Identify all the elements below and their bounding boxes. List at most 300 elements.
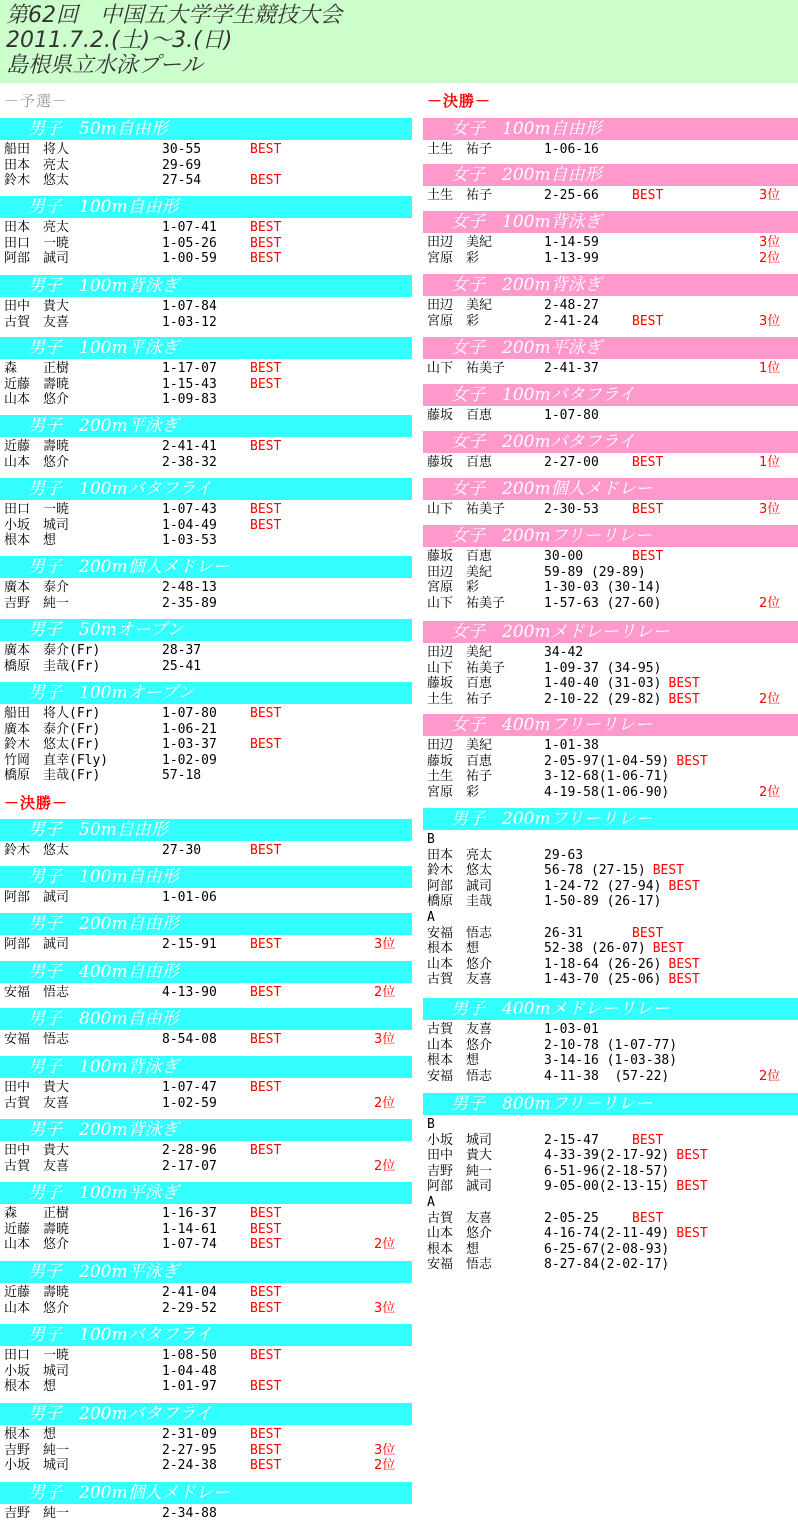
swimmer-name: 山下 祐美子 bbox=[427, 502, 506, 517]
result-row bbox=[423, 1257, 798, 1272]
swim-time: 29-63 bbox=[544, 847, 584, 863]
rank-badge: 3位 bbox=[759, 235, 781, 250]
result-row bbox=[423, 676, 798, 691]
result-row bbox=[423, 1117, 798, 1132]
best-badge: BEST bbox=[250, 1442, 282, 1458]
result-row bbox=[0, 768, 412, 783]
result-row bbox=[0, 843, 412, 858]
swim-time: 27-30 bbox=[162, 843, 202, 858]
result-row bbox=[423, 188, 798, 203]
event-title-bar: 男子 100m平泳ぎ bbox=[0, 1182, 412, 1204]
section-label: －予選－ bbox=[4, 92, 69, 110]
swim-time: 4-19-58(1-06-90) bbox=[544, 784, 670, 800]
result-row bbox=[0, 173, 412, 188]
swim-time: 1-17-07 bbox=[162, 361, 217, 376]
result-row bbox=[0, 1506, 412, 1521]
event-title-bar: 男子 400m自由形 bbox=[0, 961, 412, 983]
swimmer-name: 橋原 圭哉(Fr) bbox=[4, 768, 101, 784]
rank-badge: 2位 bbox=[374, 1237, 396, 1253]
swimmer-name: 古賀 友喜 bbox=[4, 1158, 70, 1174]
swimmer-name: 土生 祐子 bbox=[427, 769, 493, 785]
swim-time: 2-41-04 bbox=[162, 1285, 217, 1300]
best-badge: BEST bbox=[250, 985, 282, 1000]
swimmer-name: 古賀 友喜 bbox=[4, 1095, 70, 1111]
event-title-bar: 女子 200m平泳ぎ bbox=[423, 337, 798, 359]
swim-time: 2-27-00 bbox=[544, 455, 599, 470]
swim-time: 1-03-37 bbox=[162, 737, 217, 753]
swim-time: 1-04-48 bbox=[162, 1363, 217, 1379]
page-header bbox=[0, 0, 798, 83]
swimmer-name: 根本 想 bbox=[4, 533, 57, 549]
best-badge: BEST bbox=[250, 376, 282, 392]
swimmer-name: 藤坂 百恵 bbox=[427, 676, 493, 692]
best-badge: BEST bbox=[250, 1221, 282, 1237]
swim-time: 28-37 bbox=[162, 643, 202, 658]
swim-time: 4-11-38 (57-22) bbox=[544, 1068, 670, 1084]
swim-time: 3-14-16 (1-03-38) bbox=[544, 1053, 678, 1069]
event-title-bar: 男子 100mバタフライ bbox=[0, 1324, 412, 1346]
swimmer-name: 田辺 美紀 bbox=[427, 235, 493, 250]
swim-time: 59-89 (29-89) bbox=[544, 564, 646, 580]
swim-time: 2-27-95 bbox=[162, 1442, 217, 1458]
swimmer-name: A bbox=[427, 1195, 435, 1210]
result-row bbox=[0, 1379, 412, 1394]
result-row bbox=[423, 1242, 798, 1257]
swimmer-name: 山本 悠介 bbox=[427, 956, 493, 972]
swim-time: 2-30-53 bbox=[544, 502, 599, 517]
result-row bbox=[423, 1038, 798, 1053]
swimmer-name: 田中 貴大 bbox=[4, 1143, 70, 1158]
rank-badge: 3位 bbox=[759, 502, 781, 517]
swimmer-name: 宮原 彩 bbox=[427, 250, 480, 266]
result-row bbox=[0, 985, 412, 1000]
swim-time: 1-05-26 bbox=[162, 235, 217, 251]
result-row bbox=[0, 643, 412, 658]
result-row bbox=[0, 1222, 412, 1237]
result-row bbox=[423, 894, 798, 909]
swimmer-name: 根本 想 bbox=[427, 1053, 480, 1069]
result-row bbox=[0, 377, 412, 392]
result-row bbox=[423, 957, 798, 972]
result-row bbox=[0, 1080, 412, 1095]
result-row bbox=[423, 314, 798, 329]
rank-badge: 1位 bbox=[759, 361, 781, 376]
result-row bbox=[0, 1427, 412, 1442]
result-row bbox=[0, 518, 412, 533]
swim-time: 25-41 bbox=[162, 658, 202, 674]
result-row bbox=[0, 937, 412, 952]
best-badge: BEST bbox=[250, 517, 282, 533]
swimmer-name: 土生 祐子 bbox=[427, 142, 493, 157]
best-badge: BEST bbox=[676, 1148, 708, 1164]
result-row bbox=[0, 659, 412, 674]
section-label: －決勝－ bbox=[427, 92, 492, 110]
swimmer-name: A bbox=[427, 910, 435, 925]
swimmer-name: 船田 将人(Fr) bbox=[4, 706, 101, 721]
result-row bbox=[423, 1053, 798, 1068]
best-badge: BEST bbox=[250, 706, 282, 721]
result-row bbox=[0, 236, 412, 251]
swimmer-name: 田口 一暁 bbox=[4, 1348, 70, 1363]
result-row bbox=[423, 754, 798, 769]
event-title-bar: 男子 100m背泳ぎ bbox=[0, 275, 412, 297]
swimmer-name: 近藤 壽暁 bbox=[4, 439, 70, 454]
result-row bbox=[423, 1133, 798, 1148]
swimmer-name: 阿部 誠司 bbox=[427, 878, 493, 894]
swim-time: 1-00-59 bbox=[162, 251, 217, 267]
swimmer-name: 山本 悠介 bbox=[4, 1237, 70, 1253]
result-row bbox=[423, 785, 798, 800]
result-row bbox=[0, 1032, 412, 1047]
swimmer-name: 藤坂 百恵 bbox=[427, 549, 493, 564]
swim-time: 4-16-74(2-11-49) bbox=[544, 1226, 670, 1242]
swim-time: 1-07-41 bbox=[162, 220, 217, 235]
best-badge: BEST bbox=[250, 251, 282, 267]
rank-badge: 3位 bbox=[374, 1032, 396, 1047]
swimmer-name: 藤坂 百恵 bbox=[427, 753, 493, 769]
swimmer-name: 阿部 誠司 bbox=[4, 251, 70, 267]
event-title-bar: 女子 200m自由形 bbox=[423, 164, 798, 186]
swimmer-name: 宮原 彩 bbox=[427, 784, 480, 800]
best-badge: BEST bbox=[250, 1237, 282, 1253]
best-badge: BEST bbox=[676, 1179, 708, 1195]
result-row bbox=[0, 392, 412, 407]
event-title-bar: 男子 50m自由形 bbox=[0, 819, 412, 841]
event-title-bar: 男子 100m平泳ぎ bbox=[0, 337, 412, 359]
event-title-bar: 女子 100m自由形 bbox=[423, 118, 798, 140]
swimmer-name: 田本 亮太 bbox=[427, 847, 493, 863]
result-row bbox=[0, 361, 412, 376]
result-row bbox=[423, 738, 798, 753]
result-row bbox=[423, 235, 798, 250]
result-row bbox=[0, 596, 412, 611]
swimmer-name: 森 正樹 bbox=[4, 1206, 70, 1221]
swim-time: 1-01-97 bbox=[162, 1379, 217, 1395]
event-title-bar: 男子 100mバタフライ bbox=[0, 478, 412, 500]
swimmer-name: 船田 将人 bbox=[4, 142, 70, 157]
swimmer-name: 田辺 美紀 bbox=[427, 564, 493, 580]
rank-badge: 2位 bbox=[759, 784, 781, 800]
best-badge: BEST bbox=[250, 1427, 282, 1442]
result-row bbox=[423, 1195, 798, 1210]
rank-badge: 2位 bbox=[374, 1458, 396, 1474]
best-badge: BEST bbox=[632, 455, 664, 470]
swim-time: 2-29-52 bbox=[162, 1300, 217, 1316]
swim-time: 1-08-50 bbox=[162, 1348, 217, 1363]
best-badge: BEST bbox=[676, 1226, 708, 1242]
best-badge: BEST bbox=[668, 676, 700, 692]
meet-title: 第62回 中国五大学学生競技大会 bbox=[6, 3, 342, 28]
swim-time: 1-03-01 bbox=[544, 1022, 599, 1037]
best-badge: BEST bbox=[632, 502, 664, 517]
swim-time: 2-34-88 bbox=[162, 1506, 217, 1521]
swim-time: 2-38-32 bbox=[162, 454, 217, 470]
event-title-bar: 女子 200m個人メドレー bbox=[423, 478, 798, 500]
swimmer-name: 鈴木 悠太 bbox=[4, 173, 70, 189]
swim-time: 2-24-38 bbox=[162, 1458, 217, 1474]
best-badge: BEST bbox=[250, 142, 282, 157]
result-row bbox=[423, 1179, 798, 1194]
event-title-bar: 男子 800mフリーリレー bbox=[423, 1093, 798, 1115]
swimmer-name: 橋原 圭哉 bbox=[427, 894, 493, 910]
rank-badge: 3位 bbox=[759, 313, 781, 329]
event-title-bar: 男子 200m平泳ぎ bbox=[0, 415, 412, 437]
result-row bbox=[0, 1458, 412, 1473]
swim-time: 2-31-09 bbox=[162, 1427, 217, 1442]
swimmer-name: 安福 悟志 bbox=[427, 925, 493, 941]
result-row bbox=[423, 596, 798, 611]
swim-time: 1-18-64 (26-26) bbox=[544, 956, 662, 972]
result-row bbox=[423, 848, 798, 863]
swimmer-name: 田中 貴大 bbox=[4, 299, 70, 314]
swim-time: 34-42 bbox=[544, 645, 584, 660]
swim-time: 9-05-00(2-13-15) bbox=[544, 1179, 670, 1195]
swimmer-name: B bbox=[427, 1117, 435, 1132]
result-row bbox=[423, 549, 798, 564]
swimmer-name: 小坂 城司 bbox=[427, 1132, 493, 1148]
result-row bbox=[423, 142, 798, 157]
swimmer-name: 古賀 友喜 bbox=[4, 314, 70, 330]
best-badge: BEST bbox=[250, 1143, 282, 1158]
swimmer-name: 土生 祐子 bbox=[427, 691, 493, 707]
swimmer-name: 山本 悠介 bbox=[4, 454, 70, 470]
result-row bbox=[423, 769, 798, 784]
swimmer-name: 近藤 壽暁 bbox=[4, 1285, 70, 1300]
swim-time: 1-50-89 (26-17) bbox=[544, 894, 662, 910]
swim-time: 2-35-89 bbox=[162, 595, 217, 611]
swimmer-name: 宮原 彩 bbox=[427, 580, 480, 596]
swimmer-name: 安福 悟志 bbox=[4, 985, 70, 1000]
result-row bbox=[0, 1348, 412, 1363]
swim-time: 6-51-96(2-18-57) bbox=[544, 1163, 670, 1179]
swimmer-name: 田口 一暁 bbox=[4, 235, 70, 251]
best-badge: BEST bbox=[250, 1348, 282, 1363]
swimmer-name: 古賀 友喜 bbox=[427, 1210, 493, 1226]
swimmer-name: 田口 一暁 bbox=[4, 502, 70, 517]
swimmer-name: 安福 悟志 bbox=[427, 1257, 493, 1273]
swimmer-name: 山下 祐美子 bbox=[427, 660, 506, 676]
result-row bbox=[423, 565, 798, 580]
swim-time: 1-09-83 bbox=[162, 392, 217, 408]
best-badge: BEST bbox=[250, 1080, 282, 1095]
event-title-bar: 女子 400mフリーリレー bbox=[423, 714, 798, 736]
result-row bbox=[423, 926, 798, 941]
result-row bbox=[0, 455, 412, 470]
result-row bbox=[423, 941, 798, 956]
swim-time: 1-13-99 bbox=[544, 250, 599, 266]
result-row bbox=[423, 1211, 798, 1226]
swimmer-name: 吉野 純一 bbox=[4, 1442, 70, 1458]
result-row bbox=[0, 533, 412, 548]
rank-badge: 2位 bbox=[759, 250, 781, 266]
swim-time: 1-07-80 bbox=[162, 706, 217, 721]
event-title-bar: 男子 200m背泳ぎ bbox=[0, 1119, 412, 1141]
event-title-bar: 男子 100m自由形 bbox=[0, 196, 412, 218]
result-row bbox=[0, 1285, 412, 1300]
event-title-bar: 男子 400mメドレーリレー bbox=[423, 998, 798, 1020]
swimmer-name: 吉野 純一 bbox=[4, 1506, 70, 1521]
event-title-bar: 男子 200m自由形 bbox=[0, 913, 412, 935]
swimmer-name: B bbox=[427, 832, 435, 847]
result-row bbox=[0, 439, 412, 454]
swim-time: 2-48-13 bbox=[162, 580, 217, 595]
result-row bbox=[0, 1364, 412, 1379]
swim-time: 29-69 bbox=[162, 157, 202, 173]
result-row bbox=[423, 298, 798, 313]
swimmer-name: 藤坂 百恵 bbox=[427, 408, 493, 423]
result-row bbox=[0, 502, 412, 517]
swimmer-name: 廣本 泰介(Fr) bbox=[4, 721, 101, 737]
swimmer-name: 古賀 友喜 bbox=[427, 972, 493, 988]
swim-time: 2-05-97(1-04-59) bbox=[544, 753, 670, 769]
event-title-bar: 男子 200m個人メドレー bbox=[0, 1482, 412, 1504]
best-badge: BEST bbox=[250, 1300, 282, 1316]
best-badge: BEST bbox=[250, 1458, 282, 1474]
swimmer-name: 阿部 誠司 bbox=[427, 1179, 493, 1195]
swim-time: 1-07-84 bbox=[162, 299, 217, 314]
best-badge: BEST bbox=[632, 925, 664, 941]
swim-time: 52-38 (26-07) bbox=[544, 941, 646, 957]
result-row bbox=[423, 408, 798, 423]
best-badge: BEST bbox=[250, 502, 282, 517]
result-row bbox=[423, 251, 798, 266]
swim-time: 2-25-66 bbox=[544, 188, 599, 203]
meet-dates: 2011.7.2.(土)～3.(日) bbox=[6, 28, 233, 53]
swimmer-name: 近藤 壽暁 bbox=[4, 1221, 70, 1237]
swimmer-name: 田本 亮太 bbox=[4, 220, 70, 235]
rank-badge: 3位 bbox=[374, 1442, 396, 1458]
best-badge: BEST bbox=[250, 737, 282, 753]
swim-time: 1-09-37 (34-95) bbox=[544, 660, 662, 676]
swim-time: 1-03-53 bbox=[162, 533, 217, 549]
result-row bbox=[0, 251, 412, 266]
swimmer-name: 小坂 城司 bbox=[4, 1458, 70, 1474]
swim-time: 1-43-70 (25-06) bbox=[544, 972, 662, 988]
best-badge: BEST bbox=[668, 878, 700, 894]
swim-time: 3-12-68(1-06-71) bbox=[544, 769, 670, 785]
swim-time: 27-54 bbox=[162, 173, 202, 189]
swimmer-name: 森 正樹 bbox=[4, 361, 70, 376]
best-badge: BEST bbox=[250, 439, 282, 454]
swim-time: 6-25-67(2-08-93) bbox=[544, 1241, 670, 1257]
rank-badge: 2位 bbox=[759, 595, 781, 611]
result-row bbox=[423, 1148, 798, 1163]
result-row bbox=[423, 910, 798, 925]
swim-time: 30-00 bbox=[544, 549, 584, 564]
rank-badge: 2位 bbox=[374, 985, 396, 1000]
swimmer-name: 橋原 圭哉(Fr) bbox=[4, 658, 101, 674]
swimmer-name: 廣本 泰介 bbox=[4, 580, 70, 595]
result-row bbox=[0, 315, 412, 330]
swim-time: 1-57-63 (27-60) bbox=[544, 595, 662, 611]
swim-time: 30-55 bbox=[162, 142, 202, 157]
swim-time: 1-06-21 bbox=[162, 721, 217, 737]
result-row bbox=[423, 1226, 798, 1241]
event-title-bar: 女子 200mメドレーリレー bbox=[423, 621, 798, 643]
result-row bbox=[0, 722, 412, 737]
swim-time: 8-27-84(2-02-17) bbox=[544, 1257, 670, 1273]
result-row bbox=[0, 706, 412, 721]
event-title-bar: 男子 100m自由形 bbox=[0, 866, 412, 888]
swim-time: 2-41-41 bbox=[162, 439, 217, 454]
result-row bbox=[0, 737, 412, 752]
swim-time: 2-41-37 bbox=[544, 361, 599, 376]
best-badge: BEST bbox=[250, 1379, 282, 1395]
swimmer-name: 吉野 純一 bbox=[4, 595, 70, 611]
result-row bbox=[423, 361, 798, 376]
swim-time: 4-33-39(2-17-92) bbox=[544, 1148, 670, 1164]
swimmer-name: 阿部 誠司 bbox=[4, 890, 70, 905]
swimmer-name: 宮原 彩 bbox=[427, 313, 480, 329]
swim-time: 1-40-40 (31-03) bbox=[544, 676, 662, 692]
swim-time: 2-48-27 bbox=[544, 298, 599, 313]
result-row bbox=[0, 1143, 412, 1158]
event-title-bar: 男子 100m背泳ぎ bbox=[0, 1056, 412, 1078]
rank-badge: 2位 bbox=[759, 691, 781, 707]
best-badge: BEST bbox=[668, 956, 700, 972]
swimmer-name: 吉野 純一 bbox=[427, 1163, 493, 1179]
event-title-bar: 女子 200mフリーリレー bbox=[423, 525, 798, 547]
result-row bbox=[423, 879, 798, 894]
result-row bbox=[423, 1069, 798, 1084]
result-row bbox=[0, 220, 412, 235]
result-row bbox=[0, 1096, 412, 1111]
rank-badge: 1位 bbox=[759, 455, 781, 470]
result-row bbox=[0, 158, 412, 173]
swimmer-name: 山本 悠介 bbox=[4, 1300, 70, 1316]
result-row bbox=[423, 692, 798, 707]
swimmer-name: 山下 祐美子 bbox=[427, 361, 506, 376]
swimmer-name: 根本 想 bbox=[427, 1241, 480, 1257]
swim-time: 1-02-09 bbox=[162, 752, 217, 768]
swim-time: 1-04-49 bbox=[162, 517, 217, 533]
event-title-bar: 女子 100mバタフライ bbox=[423, 384, 798, 406]
event-title-bar: 男子 200m個人メドレー bbox=[0, 556, 412, 578]
swim-time: 1-03-12 bbox=[162, 314, 217, 330]
swimmer-name: 田辺 美紀 bbox=[427, 738, 493, 753]
meet-venue: 島根県立水泳プール bbox=[6, 53, 203, 78]
swim-time: 2-15-47 bbox=[544, 1132, 599, 1148]
swim-time: 1-07-47 bbox=[162, 1080, 217, 1095]
swim-time: 1-15-43 bbox=[162, 376, 217, 392]
swim-time: 26-31 bbox=[544, 925, 584, 941]
best-badge: BEST bbox=[632, 1210, 664, 1226]
swim-time: 1-24-72 (27-94) bbox=[544, 878, 662, 894]
result-row bbox=[0, 1301, 412, 1316]
best-badge: BEST bbox=[250, 1032, 282, 1047]
swimmer-name: 近藤 壽暁 bbox=[4, 376, 70, 392]
swim-time: 2-10-78 (1-07-77) bbox=[544, 1037, 678, 1053]
result-row bbox=[0, 1206, 412, 1221]
event-title-bar: 女子 200m背泳ぎ bbox=[423, 274, 798, 296]
best-badge: BEST bbox=[250, 361, 282, 376]
swim-time: 1-01-38 bbox=[544, 738, 599, 753]
best-badge: BEST bbox=[668, 691, 700, 707]
best-badge: BEST bbox=[250, 220, 282, 235]
event-title-bar: 男子 100mオープン bbox=[0, 682, 412, 704]
rank-badge: 2位 bbox=[759, 1068, 781, 1084]
swimmer-name: 藤坂 百恵 bbox=[427, 455, 493, 470]
result-row bbox=[0, 1159, 412, 1174]
swimmer-name: 小坂 城司 bbox=[4, 1363, 70, 1379]
swim-time: 8-54-08 bbox=[162, 1032, 217, 1047]
swim-time: 1-01-06 bbox=[162, 890, 217, 905]
rank-badge: 3位 bbox=[374, 1300, 396, 1316]
result-row bbox=[423, 832, 798, 847]
result-row bbox=[423, 455, 798, 470]
swim-time: 4-13-90 bbox=[162, 985, 217, 1000]
swimmer-name: 根本 想 bbox=[427, 941, 480, 957]
